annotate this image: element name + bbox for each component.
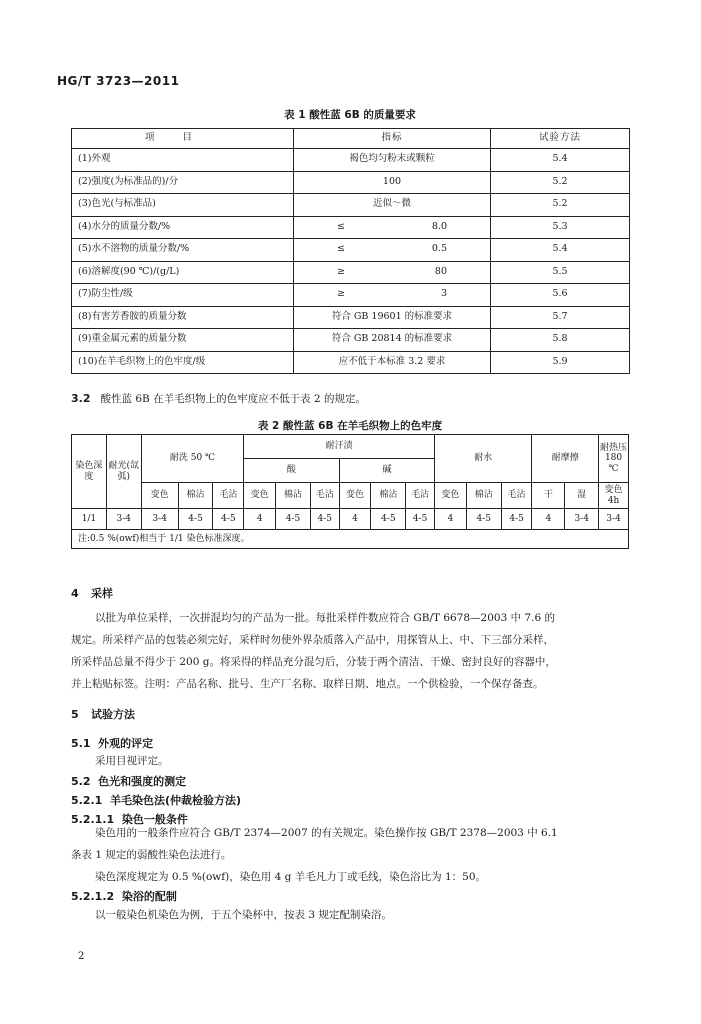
table1-method-cell: 5.8 [491, 329, 630, 352]
table2-header-sweat: 耐汗渍 [244, 435, 435, 459]
table2-data-cell: 3-4 [106, 509, 141, 530]
page-number: 2 [78, 951, 85, 962]
table1-method-cell: 5.2 [491, 194, 630, 217]
section-3-2-text: 酸性蓝 6B 在羊毛织物上的色牢度应不低于表 2 的规定。 [100, 393, 366, 405]
table2-sub-wet: 湿 [565, 483, 599, 509]
table1-method-cell: 5.3 [491, 216, 630, 239]
table2-sub-change: 变色 [435, 483, 467, 509]
table1-spec-symbol: ≥ [337, 265, 345, 277]
table2-sub-stain: 棉沾 [466, 483, 501, 509]
table2-header-rub: 耐摩擦 [532, 435, 599, 483]
section-3-2-line [71, 391, 366, 406]
section-5-2-1-2-number: 5.2.1.2 [71, 890, 115, 903]
table1-header-spec: 指标 [294, 129, 491, 149]
table1-item-cell: (2)强度(为标准品的)/分 [72, 171, 294, 194]
table2-sub-change: 变色 [339, 483, 371, 509]
table2-data-cell: 4 [435, 509, 467, 530]
section-3-2-number: 3.2 [71, 392, 91, 405]
table2-data-row [72, 509, 629, 530]
table1-method-cell: 5.4 [491, 149, 630, 172]
table2-header-light: 耐光(氙弧) [106, 435, 141, 509]
section-5-2-1-2-heading [71, 888, 177, 904]
section-4-line: 并上粘贴标签。注明：产品名称、批号、生产厂名称、取样日期、地点。一个供检验，一个保存备查。 [71, 678, 544, 690]
table1-row [72, 239, 630, 262]
section-5-title: 试验方法 [91, 708, 135, 721]
table1-spec-value: 8.0 [431, 220, 447, 232]
table2-sub-wool: 毛沾 [501, 483, 532, 509]
table2-sub-wool: 毛沾 [213, 483, 244, 509]
table1-spec-cell: 符合 GB 20814 的标准要求 [294, 329, 491, 352]
table2-data-cell: 1/1 [72, 509, 107, 530]
table1-item-cell: (5)水不溶物的质量分数/% [72, 239, 294, 262]
section-5-2-1-1-number: 5.2.1.1 [71, 813, 115, 826]
table2-data-cell: 4 [244, 509, 276, 530]
section-5-heading [71, 706, 135, 722]
table2-data-cell: 4-5 [466, 509, 501, 530]
table1-method-cell: 5.2 [491, 171, 630, 194]
table2-header-wash: 耐洗 50 ℃ [141, 435, 244, 483]
section-4-heading [71, 585, 113, 601]
table1-item-cell: (6)溶解度(90 ℃)/(g/L) [72, 261, 294, 284]
table2-data-cell: 4-5 [178, 509, 213, 530]
section-5-2-number: 5.2 [71, 775, 91, 788]
section-5-2-1-1-line: 条表 1 规定的弱酸性染色法进行。 [71, 849, 232, 861]
table1-row [72, 351, 630, 374]
table2-header-row-1 [72, 435, 629, 459]
section-5-1-title: 外观的评定 [98, 737, 154, 750]
table1-method-cell: 5.7 [491, 306, 630, 329]
table2-sub-heat-change: 变色 4h [599, 483, 629, 509]
table2-sub-stain: 棉沾 [371, 483, 406, 509]
table1-item-cell: (10)在羊毛织物上的色牢度/级 [72, 351, 294, 374]
table1-spec-cell: 100 [294, 171, 491, 194]
table1-spec-cell [294, 239, 491, 262]
table1-header-method: 试验方法 [491, 129, 630, 149]
quality-requirements-table [71, 128, 630, 374]
table2-sub-change: 变色 [141, 483, 178, 509]
table1-item-cell: (3)色光(与标准品) [72, 194, 294, 217]
section-5-2-1-1-paragraph [71, 822, 636, 888]
table1-item-cell: (7)防尘性/级 [72, 284, 294, 307]
table1-item-cell: (4)水分的质量分数/% [72, 216, 294, 239]
table1-spec-cell [294, 216, 491, 239]
table2-caption: 表 2 酸性蓝 6B 在羊毛织物上的色牢度 [257, 420, 443, 432]
table2-data-cell: 3-4 [141, 509, 178, 530]
table1-method-cell: 5.5 [491, 261, 630, 284]
section-5-2-1-1-line: 染色用的一般条件应符合 GB/T 2374—2007 的有关规定。染色操作按 GB/T 2378—2003 中 6.1 [95, 827, 558, 839]
table1-spec-symbol: ≥ [337, 288, 345, 300]
section-4-number: 4 [71, 587, 79, 600]
section-5-2-1-number: 5.2.1 [71, 794, 103, 807]
section-5-2-1-heading [71, 792, 241, 808]
table1-spec-value: 3 [440, 288, 447, 300]
table1-item-cell: (1)外观 [72, 149, 294, 172]
table2-sub-stain: 棉沾 [276, 483, 311, 509]
section-5-number: 5 [71, 708, 79, 721]
table2-data-cell: 3-4 [599, 509, 629, 530]
table2-data-cell: 4-5 [371, 509, 406, 530]
table1-row [72, 284, 630, 307]
table2-data-cell: 4 [339, 509, 371, 530]
table2-header-depth: 染色深度 [72, 435, 107, 509]
section-5-2-title: 色光和强度的测定 [98, 775, 187, 788]
table1-spec-cell [294, 261, 491, 284]
table1-spec-cell: 近似～微 [294, 194, 491, 217]
table1-spec-cell: 应不低于本标准 3.2 要求 [294, 351, 491, 374]
table1-method-cell: 5.6 [491, 284, 630, 307]
section-4-title: 采样 [91, 587, 113, 600]
table1-method-cell: 5.4 [491, 239, 630, 262]
table2-header-heat: 耐热压 180 ℃ [599, 435, 629, 483]
table2-sub-stain: 棉沾 [178, 483, 213, 509]
table2-data-cell: 4-5 [501, 509, 532, 530]
table2-data-cell: 3-4 [565, 509, 599, 530]
section-4-paragraph [71, 607, 636, 695]
table1-item-cell: (9)重金属元素的质量分数 [72, 329, 294, 352]
table1-spec-cell: 符合 GB 19601 的标准要求 [294, 306, 491, 329]
table2-header-row-3 [72, 483, 629, 509]
section-5-2-heading [71, 773, 186, 789]
section-4-line: 规定。所采样产品的包装必须完好，采样时勿使外界杂质落入产品中，用探管从上、中、下三部分采样， [71, 634, 554, 646]
table1-header-item: 项目 [72, 129, 294, 149]
table2-sub-wool: 毛沾 [310, 483, 339, 509]
table2-data-cell: 4-5 [406, 509, 435, 530]
table1-row [72, 329, 630, 352]
table2-data-cell: 4 [532, 509, 565, 530]
table2-data-cell: 4-5 [276, 509, 311, 530]
table1-row [72, 194, 630, 217]
table1-spec-symbol: ≤ [337, 243, 345, 255]
section-5-1-text: 采用目视评定。 [95, 755, 169, 767]
section-5-2-1-2-title: 染浴的配制 [121, 890, 177, 903]
section-5-2-1-title: 羊毛染色法(仲裁检验方法) [110, 794, 242, 807]
table2-sub-change: 变色 [244, 483, 276, 509]
table2-header-alkali: 碱 [339, 459, 434, 483]
table1-spec-cell [294, 284, 491, 307]
table1-spec-value: 80 [434, 265, 447, 277]
table1-row [72, 216, 630, 239]
table2-note-row [72, 530, 629, 549]
table1-caption: 表 1 酸性蓝 6B 的质量要求 [284, 109, 416, 121]
section-5-2-1-1-line: 染色深度规定为 0.5 %(owf)，染色用 4 g 羊毛凡力丁或毛线，染色浴比为 1：50。 [95, 871, 487, 883]
section-4-line: 以批为单位采样，一次拼混均匀的产品为一批。每批采样件数应符合 GB/T 6678—2003 中 7.6 的 [95, 612, 555, 624]
section-4-line: 所采样品总量不得少于 200 g。将采得的样品充分混匀后，分装于两个清洁、干燥、密封良好的容器中， [71, 656, 556, 668]
table1-row [72, 149, 630, 172]
table1-row [72, 261, 630, 284]
table1-item-cell: (8)有害芳香胺的质量分数 [72, 306, 294, 329]
table1-spec-cell: 褐色均匀粉末或颗粒 [294, 149, 491, 172]
section-5-2-1-2-text: 以一般染色机染色为例，于五个染杯中，按表 3 规定配制染浴。 [95, 909, 392, 921]
table2-data-cell: 4-5 [213, 509, 244, 530]
table2-sub-dry: 干 [532, 483, 565, 509]
table1-spec-value: 0.5 [431, 243, 447, 255]
section-5-1-heading [71, 735, 153, 751]
standard-code-header: HG/T 3723—2011 [57, 74, 180, 88]
table2-note: 注:0.5 %(owf)相当于 1/1 染色标准深度。 [72, 530, 629, 549]
section-5-1-number: 5.1 [71, 737, 91, 750]
table1-row [72, 306, 630, 329]
table1-header-row [72, 129, 630, 149]
table2-header-acid: 酸 [244, 459, 339, 483]
section-5-2-1-1-title: 染色一般条件 [121, 813, 188, 826]
table1-spec-symbol: ≤ [337, 220, 345, 232]
table1-method-cell: 5.9 [491, 351, 630, 374]
table1-row [72, 171, 630, 194]
table2-header-water: 耐水 [435, 435, 532, 483]
table2-sub-wool: 毛沾 [406, 483, 435, 509]
color-fastness-table [71, 434, 629, 549]
table2-data-cell: 4-5 [310, 509, 339, 530]
